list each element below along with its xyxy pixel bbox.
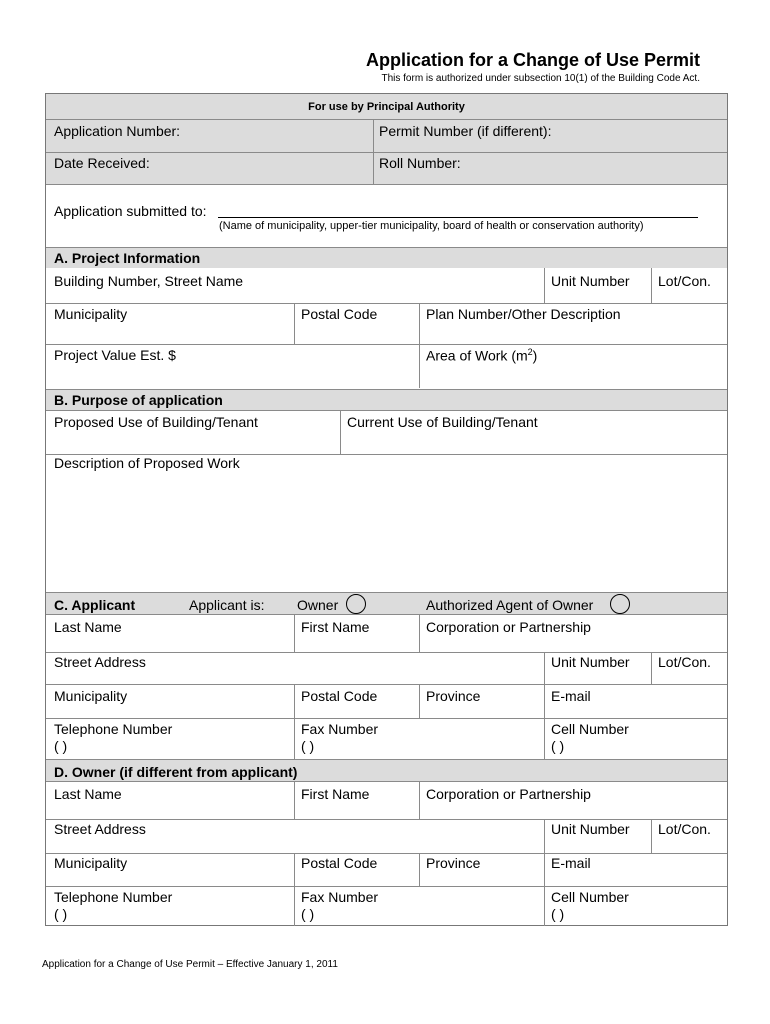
building-street-field[interactable]: Building Number, Street Name — [54, 273, 244, 289]
d-telephone-field[interactable]: Telephone Number — [54, 889, 173, 905]
c-telephone-paren: ( ) — [54, 738, 68, 754]
form-subtitle: This form is authorized under subsection 10(1) of the Building Code Act. — [381, 73, 700, 84]
d-fax-field[interactable]: Fax Number — [301, 889, 379, 905]
d-telephone-paren: ( ) — [54, 906, 68, 922]
a-lot-con-field[interactable]: Lot/Con. — [658, 273, 711, 289]
authority-heading: For use by Principal Authority — [308, 101, 465, 113]
d-fax-paren: ( ) — [301, 906, 315, 922]
d-cell-paren: ( ) — [551, 906, 565, 922]
c-fax-field[interactable]: Fax Number — [301, 721, 379, 737]
d-cell-field[interactable]: Cell Number — [551, 889, 629, 905]
c-fax-paren: ( ) — [301, 738, 315, 754]
d-corporation-field[interactable]: Corporation or Partnership — [426, 786, 591, 802]
d-email-field[interactable]: E-mail — [551, 855, 591, 871]
c-telephone-field[interactable]: Telephone Number — [54, 721, 173, 737]
submitted-to-hint: (Name of municipality, upper-tier municipality, board of health or conservation authority) — [219, 220, 644, 232]
a-municipality-field[interactable]: Municipality — [54, 306, 128, 322]
area-of-work-field[interactable]: Area of Work $(m^2)$ — [426, 347, 538, 364]
c-municipality-field[interactable]: Municipality — [54, 688, 128, 704]
section-a-heading: A. Project Information — [54, 250, 201, 266]
d-last-name-field[interactable]: Last Name — [54, 786, 122, 802]
date-received-field[interactable]: Date Received: — [54, 155, 150, 171]
c-cell-paren: ( ) — [551, 738, 565, 754]
submitted-to-label: Application submitted to: — [54, 203, 207, 219]
form-title: Application for a Change of Use Permit — [365, 50, 700, 70]
c-province-field[interactable]: Province — [426, 688, 481, 704]
d-province-field[interactable]: Province — [426, 855, 481, 871]
c-last-name-field[interactable]: Last Name — [54, 619, 122, 635]
section-d-heading: D. Owner (if different from applicant) — [54, 764, 298, 780]
d-unit-number-field[interactable]: Unit Number — [551, 821, 630, 837]
applicant-is-label: Applicant is: — [189, 597, 265, 613]
roll-number-field[interactable]: Roll Number: — [379, 155, 461, 171]
c-email-field[interactable]: E-mail — [551, 688, 591, 704]
a-postal-code-field[interactable]: Postal Code — [301, 306, 378, 322]
d-street-address-field[interactable]: Street Address — [54, 821, 146, 837]
section-b-heading: B. Purpose of application — [54, 392, 223, 408]
permit-form — [45, 93, 728, 926]
c-cell-field[interactable]: Cell Number — [551, 721, 629, 737]
application-number-field[interactable]: Application Number: — [54, 123, 181, 139]
proposed-use-field[interactable]: Proposed Use of Building/Tenant — [54, 414, 258, 430]
c-unit-number-field[interactable]: Unit Number — [551, 654, 630, 670]
agent-option-label: Authorized Agent of Owner — [426, 597, 594, 613]
d-municipality-field[interactable]: Municipality — [54, 855, 128, 871]
section-c-heading: C. Applicant — [54, 597, 136, 613]
current-use-field[interactable]: Current Use of Building/Tenant — [347, 414, 538, 430]
c-first-name-field[interactable]: First Name — [301, 619, 370, 635]
description-field[interactable]: Description of Proposed Work — [54, 455, 240, 471]
project-value-field[interactable]: Project Value Est. $ — [54, 347, 176, 363]
agent-radio[interactable] — [610, 594, 630, 614]
c-corporation-field[interactable]: Corporation or Partnership — [426, 619, 591, 635]
a-unit-number-field[interactable]: Unit Number — [551, 273, 630, 289]
c-postal-code-field[interactable]: Postal Code — [301, 688, 378, 704]
d-lot-con-field[interactable]: Lot/Con. — [658, 821, 711, 837]
d-postal-code-field[interactable]: Postal Code — [301, 855, 378, 871]
c-lot-con-field[interactable]: Lot/Con. — [658, 654, 711, 670]
plan-number-field[interactable]: Plan Number/Other Description — [426, 306, 621, 322]
owner-radio[interactable] — [346, 594, 366, 614]
permit-number-field[interactable]: Permit Number (if different): — [379, 123, 552, 139]
c-street-address-field[interactable]: Street Address — [54, 654, 146, 670]
submitted-to-input[interactable] — [218, 217, 698, 218]
page-footer: Application for a Change of Use Permit – Effective January 1, 2011 — [42, 959, 338, 970]
owner-option-label: Owner — [297, 597, 339, 613]
d-first-name-field[interactable]: First Name — [301, 786, 370, 802]
